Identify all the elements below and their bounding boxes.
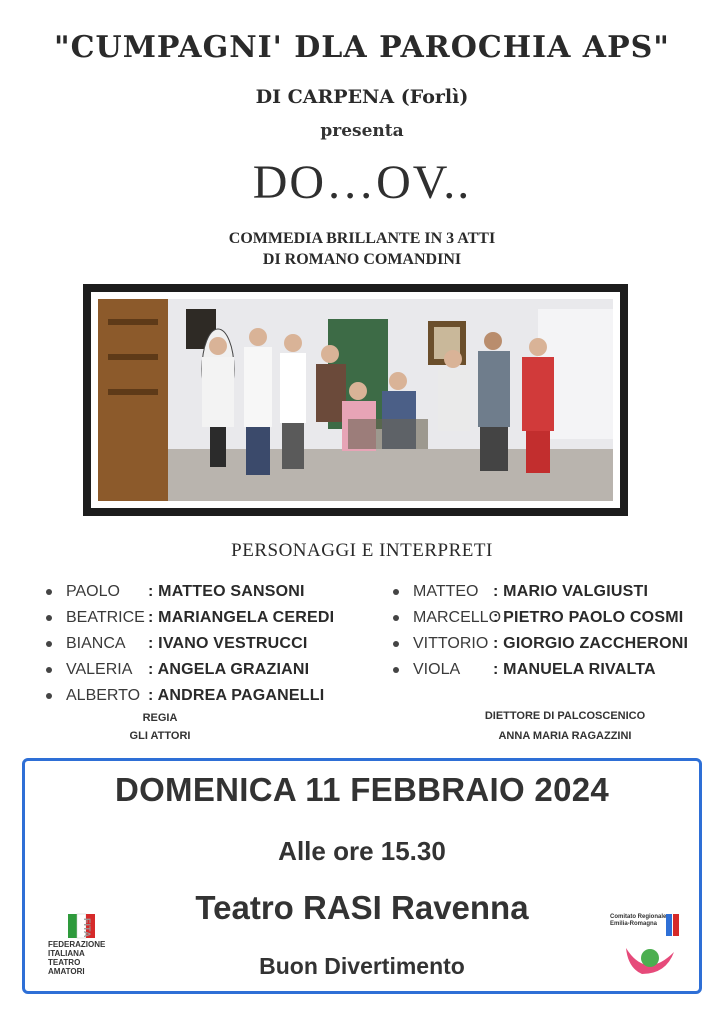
cast-actor: : ANGELA GRAZIANI	[148, 661, 310, 678]
cast-role: VITTORIO	[413, 635, 489, 652]
bullet-icon	[393, 667, 399, 673]
bullet-icon	[46, 589, 52, 595]
organization-title: "CUMPAGNI' DLA PAROCHIA APS"	[54, 30, 670, 65]
cast-actor: : PIETRO PAOLO COSMI	[493, 609, 684, 626]
director-value: GLI ATTORI	[129, 730, 191, 742]
cast-item	[46, 579, 366, 605]
play-title: DO…OV..	[252, 156, 472, 209]
director-label: REGIA	[142, 712, 178, 724]
cast-role: VIOLA	[413, 661, 461, 678]
event-venue: Teatro RASI Ravenna	[195, 889, 529, 926]
regional-committee-name: Comitato Regionale Emilia-Romagna	[610, 914, 667, 927]
cast-item	[393, 657, 693, 683]
cast-item	[46, 683, 366, 709]
bullet-icon	[46, 615, 52, 621]
event-date: DOMENICA 11 FEBBRAIO 2024	[114, 771, 610, 808]
cast-actor: : GIORGIO ZACCHERONI	[493, 635, 689, 652]
event-greeting: Buon Divertimento	[259, 953, 465, 979]
cast-role: PAOLO	[66, 583, 120, 600]
cast-item	[393, 631, 693, 657]
cast-actor: : MANUELA RIVALTA	[493, 661, 656, 678]
cast-item	[46, 657, 366, 683]
cast-item	[393, 579, 693, 605]
fita-name: FEDERAZIONE ITALIANA TEATRO AMATORI	[48, 940, 106, 976]
cast-actor: : MARIANGELA CEREDI	[148, 609, 335, 626]
event-time: Alle ore 15.30	[278, 836, 446, 866]
cast-actor: : MATTEO SANSONI	[148, 583, 305, 600]
bullet-icon	[393, 589, 399, 595]
cast-item	[46, 605, 366, 631]
cast-role: BIANCA	[66, 635, 126, 652]
cast-item	[46, 631, 366, 657]
play-subtitle	[0, 228, 724, 270]
stage-manager-label: DIETTORE DI PALCOSCENICO	[484, 710, 646, 722]
presents-label: presenta	[320, 121, 404, 141]
cast-list-left	[46, 579, 366, 709]
fita-abbreviation: FITA	[82, 918, 92, 938]
cast-role: VALERIA	[66, 661, 133, 678]
cast-actor: : ANDREA PAGANELLI	[148, 687, 325, 704]
cast-photo	[83, 284, 628, 516]
organization-place: DI CARPENA (Forlì)	[255, 86, 469, 108]
bullet-icon	[46, 641, 52, 647]
cast-photo-illustration	[98, 299, 613, 501]
cast-role: BEATRICE	[66, 609, 145, 626]
bullet-icon	[46, 667, 52, 673]
cast-role: MATTEO	[413, 583, 479, 600]
cast-heading: PERSONAGGI E INTERPRETI	[231, 540, 493, 561]
cast-item	[393, 605, 693, 631]
cast-actor: : IVANO VESTRUCCI	[148, 635, 308, 652]
bullet-icon	[393, 641, 399, 647]
bullet-icon	[46, 693, 52, 699]
cast-actor: : MARIO VALGIUSTI	[493, 583, 649, 600]
cast-role: MARCELLO	[413, 609, 502, 626]
stage-manager-value: ANNA MARIA RAGAZZINI	[498, 730, 632, 742]
cast-role: ALBERTO	[66, 687, 141, 704]
subtitle-line-1: COMMEDIA BRILLANTE IN 3 ATTI	[228, 230, 496, 247]
cast-photo-inner	[91, 292, 620, 508]
bullet-icon	[393, 615, 399, 621]
subtitle-line-2: DI ROMANO COMANDINI	[262, 251, 462, 268]
cast-list-right	[393, 579, 693, 683]
